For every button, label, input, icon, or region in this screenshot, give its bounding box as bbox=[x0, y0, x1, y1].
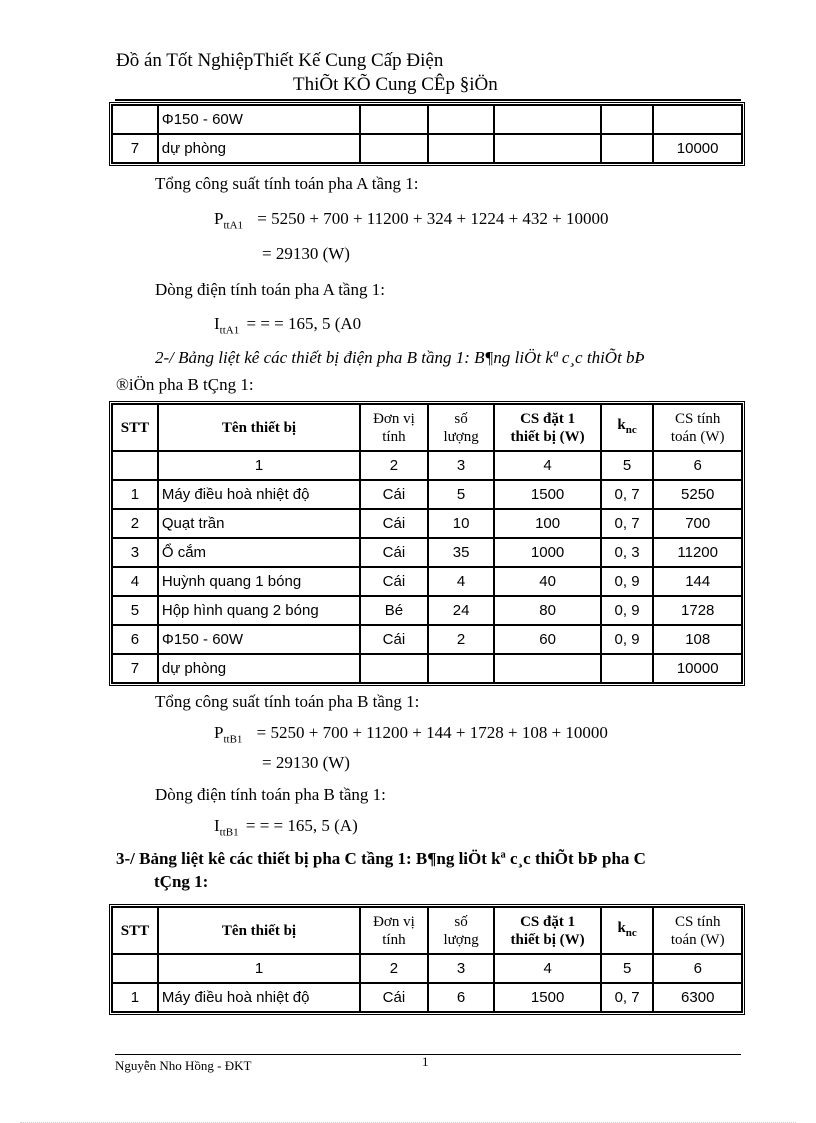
cell-total: 700 bbox=[653, 509, 742, 538]
index-cell: 2 bbox=[360, 954, 428, 983]
cell-power: 1500 bbox=[494, 983, 600, 1012]
cell-total: 10000 bbox=[653, 654, 742, 683]
cell-k: 0, 9 bbox=[601, 596, 654, 625]
cell-qty: 10 bbox=[428, 509, 495, 538]
table-row bbox=[112, 509, 742, 538]
cell-k bbox=[601, 654, 654, 683]
cell-total: 10000 bbox=[653, 134, 742, 163]
table-header-row bbox=[112, 907, 742, 954]
cell-total: 144 bbox=[653, 567, 742, 596]
table-row bbox=[112, 596, 742, 625]
table-row bbox=[112, 538, 742, 567]
footer-author: Nguyễn Nho Hồng - ĐKT bbox=[115, 1058, 252, 1073]
cell-k: 0, 9 bbox=[601, 625, 654, 654]
cell-qty: 35 bbox=[428, 538, 495, 567]
cell-power: 1500 bbox=[494, 480, 600, 509]
cell-name: Máy điều hoà nhiệt độ bbox=[158, 480, 360, 509]
cell-name: Hộp hình quang 2 bóng bbox=[158, 596, 360, 625]
section-c-heading-line2: tÇng 1: bbox=[154, 872, 209, 891]
cell-unit: Cái bbox=[360, 625, 428, 654]
cell-total bbox=[653, 105, 742, 134]
phase-b-power-result: = 29130 (W) bbox=[262, 753, 350, 772]
cell-k bbox=[601, 105, 654, 134]
table-row bbox=[112, 567, 742, 596]
cell-total: 1728 bbox=[653, 596, 742, 625]
formula-symbol: I bbox=[214, 314, 220, 333]
cell-qty: 4 bbox=[428, 567, 495, 596]
header-power: CS đặt 1 thiết bị (W) bbox=[494, 404, 600, 451]
cell-qty bbox=[428, 105, 495, 134]
formula-subscript: ttA1 bbox=[219, 324, 240, 337]
cell-qty: 6 bbox=[428, 983, 495, 1012]
cell-qty: 2 bbox=[428, 625, 495, 654]
header-unit: Đơn vị tính bbox=[360, 907, 428, 954]
index-cell bbox=[112, 954, 158, 983]
table-row bbox=[112, 654, 742, 683]
header-power: CS đặt 1 thiết bị (W) bbox=[494, 907, 600, 954]
index-cell: 1 bbox=[158, 954, 360, 983]
phase-a-current-title: Dòng điện tính toán pha A tầng 1: bbox=[155, 280, 385, 299]
section-b-heading bbox=[155, 348, 645, 368]
formula-expression: = = = 165, 5 (A0 bbox=[246, 314, 362, 333]
cell-unit: Cái bbox=[360, 480, 428, 509]
index-cell: 4 bbox=[494, 954, 600, 983]
formula-symbol: P bbox=[214, 723, 224, 742]
formula-symbol: P bbox=[214, 209, 224, 228]
cell-unit bbox=[360, 654, 428, 683]
cell-name: Ổ cắm bbox=[158, 538, 360, 567]
phase-b-current-title: Dòng điện tính toán pha B tầng 1: bbox=[155, 785, 386, 804]
phase-b-current-formula bbox=[214, 816, 358, 838]
cell-total: 11200 bbox=[653, 538, 742, 567]
cell-power: 100 bbox=[494, 509, 600, 538]
cell-power bbox=[494, 654, 600, 683]
header-total: CS tính toán (W) bbox=[653, 907, 742, 954]
footer-page-number: 1 bbox=[422, 1054, 429, 1069]
index-cell: 3 bbox=[428, 451, 495, 480]
index-cell: 6 bbox=[653, 451, 742, 480]
cell-name: dự phòng bbox=[158, 134, 361, 163]
phase-b-total-title: Tổng công suất tính toán pha B tầng 1: bbox=[155, 692, 420, 711]
section-b-heading-line2: ®iÖn pha B tÇng 1: bbox=[116, 375, 254, 394]
cell-stt: 7 bbox=[112, 134, 158, 163]
table-index-row bbox=[112, 954, 742, 983]
header-stt: STT bbox=[112, 907, 158, 954]
phase-a-power-result: = 29130 (W) bbox=[262, 244, 350, 263]
index-cell: 3 bbox=[428, 954, 495, 983]
cell-name: Huỳnh quang 1 bóng bbox=[158, 567, 360, 596]
header-k: $k_{nc}$ bbox=[601, 907, 654, 954]
cell-stt: 6 bbox=[112, 625, 158, 654]
cell-stt bbox=[112, 105, 158, 134]
header-k: $k_{nc}$ bbox=[601, 404, 654, 451]
cell-k: 0, 7 bbox=[601, 480, 654, 509]
cell-stt: 3 bbox=[112, 538, 158, 567]
cell-power: 40 bbox=[494, 567, 600, 596]
header-unit: Đơn vị tính bbox=[360, 404, 428, 451]
header-name: Tên thiết bị bbox=[158, 404, 360, 451]
phase-a-total-title: Tổng công suất tính toán pha A tầng 1: bbox=[155, 174, 419, 193]
cell-k bbox=[601, 134, 654, 163]
index-cell: 6 bbox=[653, 954, 742, 983]
cell-stt: 1 bbox=[112, 983, 158, 1012]
cell-stt: 7 bbox=[112, 654, 158, 683]
table-index-row bbox=[112, 451, 742, 480]
section-c-heading-line1: 3-/ Bảng liệt kê các thiết bị pha C tầng 1: B¶ng liÖt kª c¸c thiÕt bÞ pha C bbox=[116, 849, 646, 868]
cell-power bbox=[494, 134, 600, 163]
formula-expression: = 5250 + 700 + 11200 + 324 + 1224 + 432 + 10000 bbox=[257, 209, 609, 228]
table-phase-a-continuation bbox=[109, 102, 745, 166]
document-header-subtitle: ThiÕt KÕ Cung CÊp §iÖn bbox=[293, 74, 498, 95]
formula-subscript: ttB1 bbox=[219, 826, 239, 839]
header-stt: STT bbox=[112, 404, 158, 451]
index-cell: 5 bbox=[601, 954, 654, 983]
table-row bbox=[112, 625, 742, 654]
document-header-title: Đồ án Tốt NghiệpThiết Kế Cung Cấp Điện bbox=[116, 50, 444, 71]
cell-qty: 5 bbox=[428, 480, 495, 509]
cell-k: 0, 7 bbox=[601, 509, 654, 538]
header-qty: số lượng bbox=[428, 907, 495, 954]
formula-subscript: ttA1 bbox=[223, 219, 244, 232]
header-name: Tên thiết bị bbox=[158, 907, 360, 954]
cell-stt: 1 bbox=[112, 480, 158, 509]
table-row bbox=[112, 134, 742, 163]
header-total: CS tính toán (W) bbox=[653, 404, 742, 451]
cell-unit: Cái bbox=[360, 983, 428, 1012]
table-phase-b bbox=[109, 401, 745, 686]
cell-name: Φ150 - 60W bbox=[158, 625, 360, 654]
index-cell: 4 bbox=[494, 451, 600, 480]
cell-unit bbox=[360, 134, 428, 163]
cell-unit bbox=[360, 105, 428, 134]
section-b-heading-line1: 2-/ Bảng liệt kê các thiết bị điện pha B tầng 1: B¶ng liÖt kª c¸c thiÕt bÞ bbox=[155, 348, 645, 367]
cell-power: 60 bbox=[494, 625, 600, 654]
cell-qty bbox=[428, 654, 495, 683]
index-cell: 2 bbox=[360, 451, 428, 480]
cell-k: 0, 3 bbox=[601, 538, 654, 567]
formula-expression: = = = 165, 5 (A) bbox=[245, 816, 358, 835]
index-cell bbox=[112, 451, 158, 480]
cell-name: Φ150 - 60W bbox=[158, 105, 361, 134]
cell-total: 5250 bbox=[653, 480, 742, 509]
table-header-row bbox=[112, 404, 742, 451]
index-cell: 5 bbox=[601, 451, 654, 480]
phase-a-current-formula bbox=[214, 314, 361, 336]
table-phase-c bbox=[109, 904, 745, 1015]
phase-b-power-formula bbox=[214, 723, 608, 745]
formula-subscript: ttB1 bbox=[223, 733, 243, 746]
cell-unit: Bé bbox=[360, 596, 428, 625]
cell-name: Quạt trần bbox=[158, 509, 360, 538]
table-row bbox=[112, 480, 742, 509]
header-rule bbox=[115, 99, 741, 101]
cell-unit: Cái bbox=[360, 509, 428, 538]
cell-power bbox=[494, 105, 600, 134]
cell-stt: 2 bbox=[112, 509, 158, 538]
cell-power: 80 bbox=[494, 596, 600, 625]
cell-qty bbox=[428, 134, 495, 163]
table-row bbox=[112, 105, 742, 134]
header-qty: số lượng bbox=[428, 404, 495, 451]
cell-unit: Cái bbox=[360, 567, 428, 596]
formula-symbol: I bbox=[214, 816, 220, 835]
table-row bbox=[112, 983, 742, 1012]
phase-a-power-formula bbox=[214, 209, 609, 231]
cell-k: 0, 9 bbox=[601, 567, 654, 596]
cell-k: 0, 7 bbox=[601, 983, 654, 1012]
cell-name: dự phòng bbox=[158, 654, 360, 683]
cell-total: 6300 bbox=[653, 983, 742, 1012]
cell-name: Máy điều hoà nhiệt độ bbox=[158, 983, 360, 1012]
formula-expression: = 5250 + 700 + 11200 + 144 + 1728 + 108 + 10000 bbox=[256, 723, 608, 742]
cell-stt: 5 bbox=[112, 596, 158, 625]
cell-unit: Cái bbox=[360, 538, 428, 567]
index-cell: 1 bbox=[158, 451, 360, 480]
cell-stt: 4 bbox=[112, 567, 158, 596]
cell-total: 108 bbox=[653, 625, 742, 654]
cell-qty: 24 bbox=[428, 596, 495, 625]
cell-power: 1000 bbox=[494, 538, 600, 567]
